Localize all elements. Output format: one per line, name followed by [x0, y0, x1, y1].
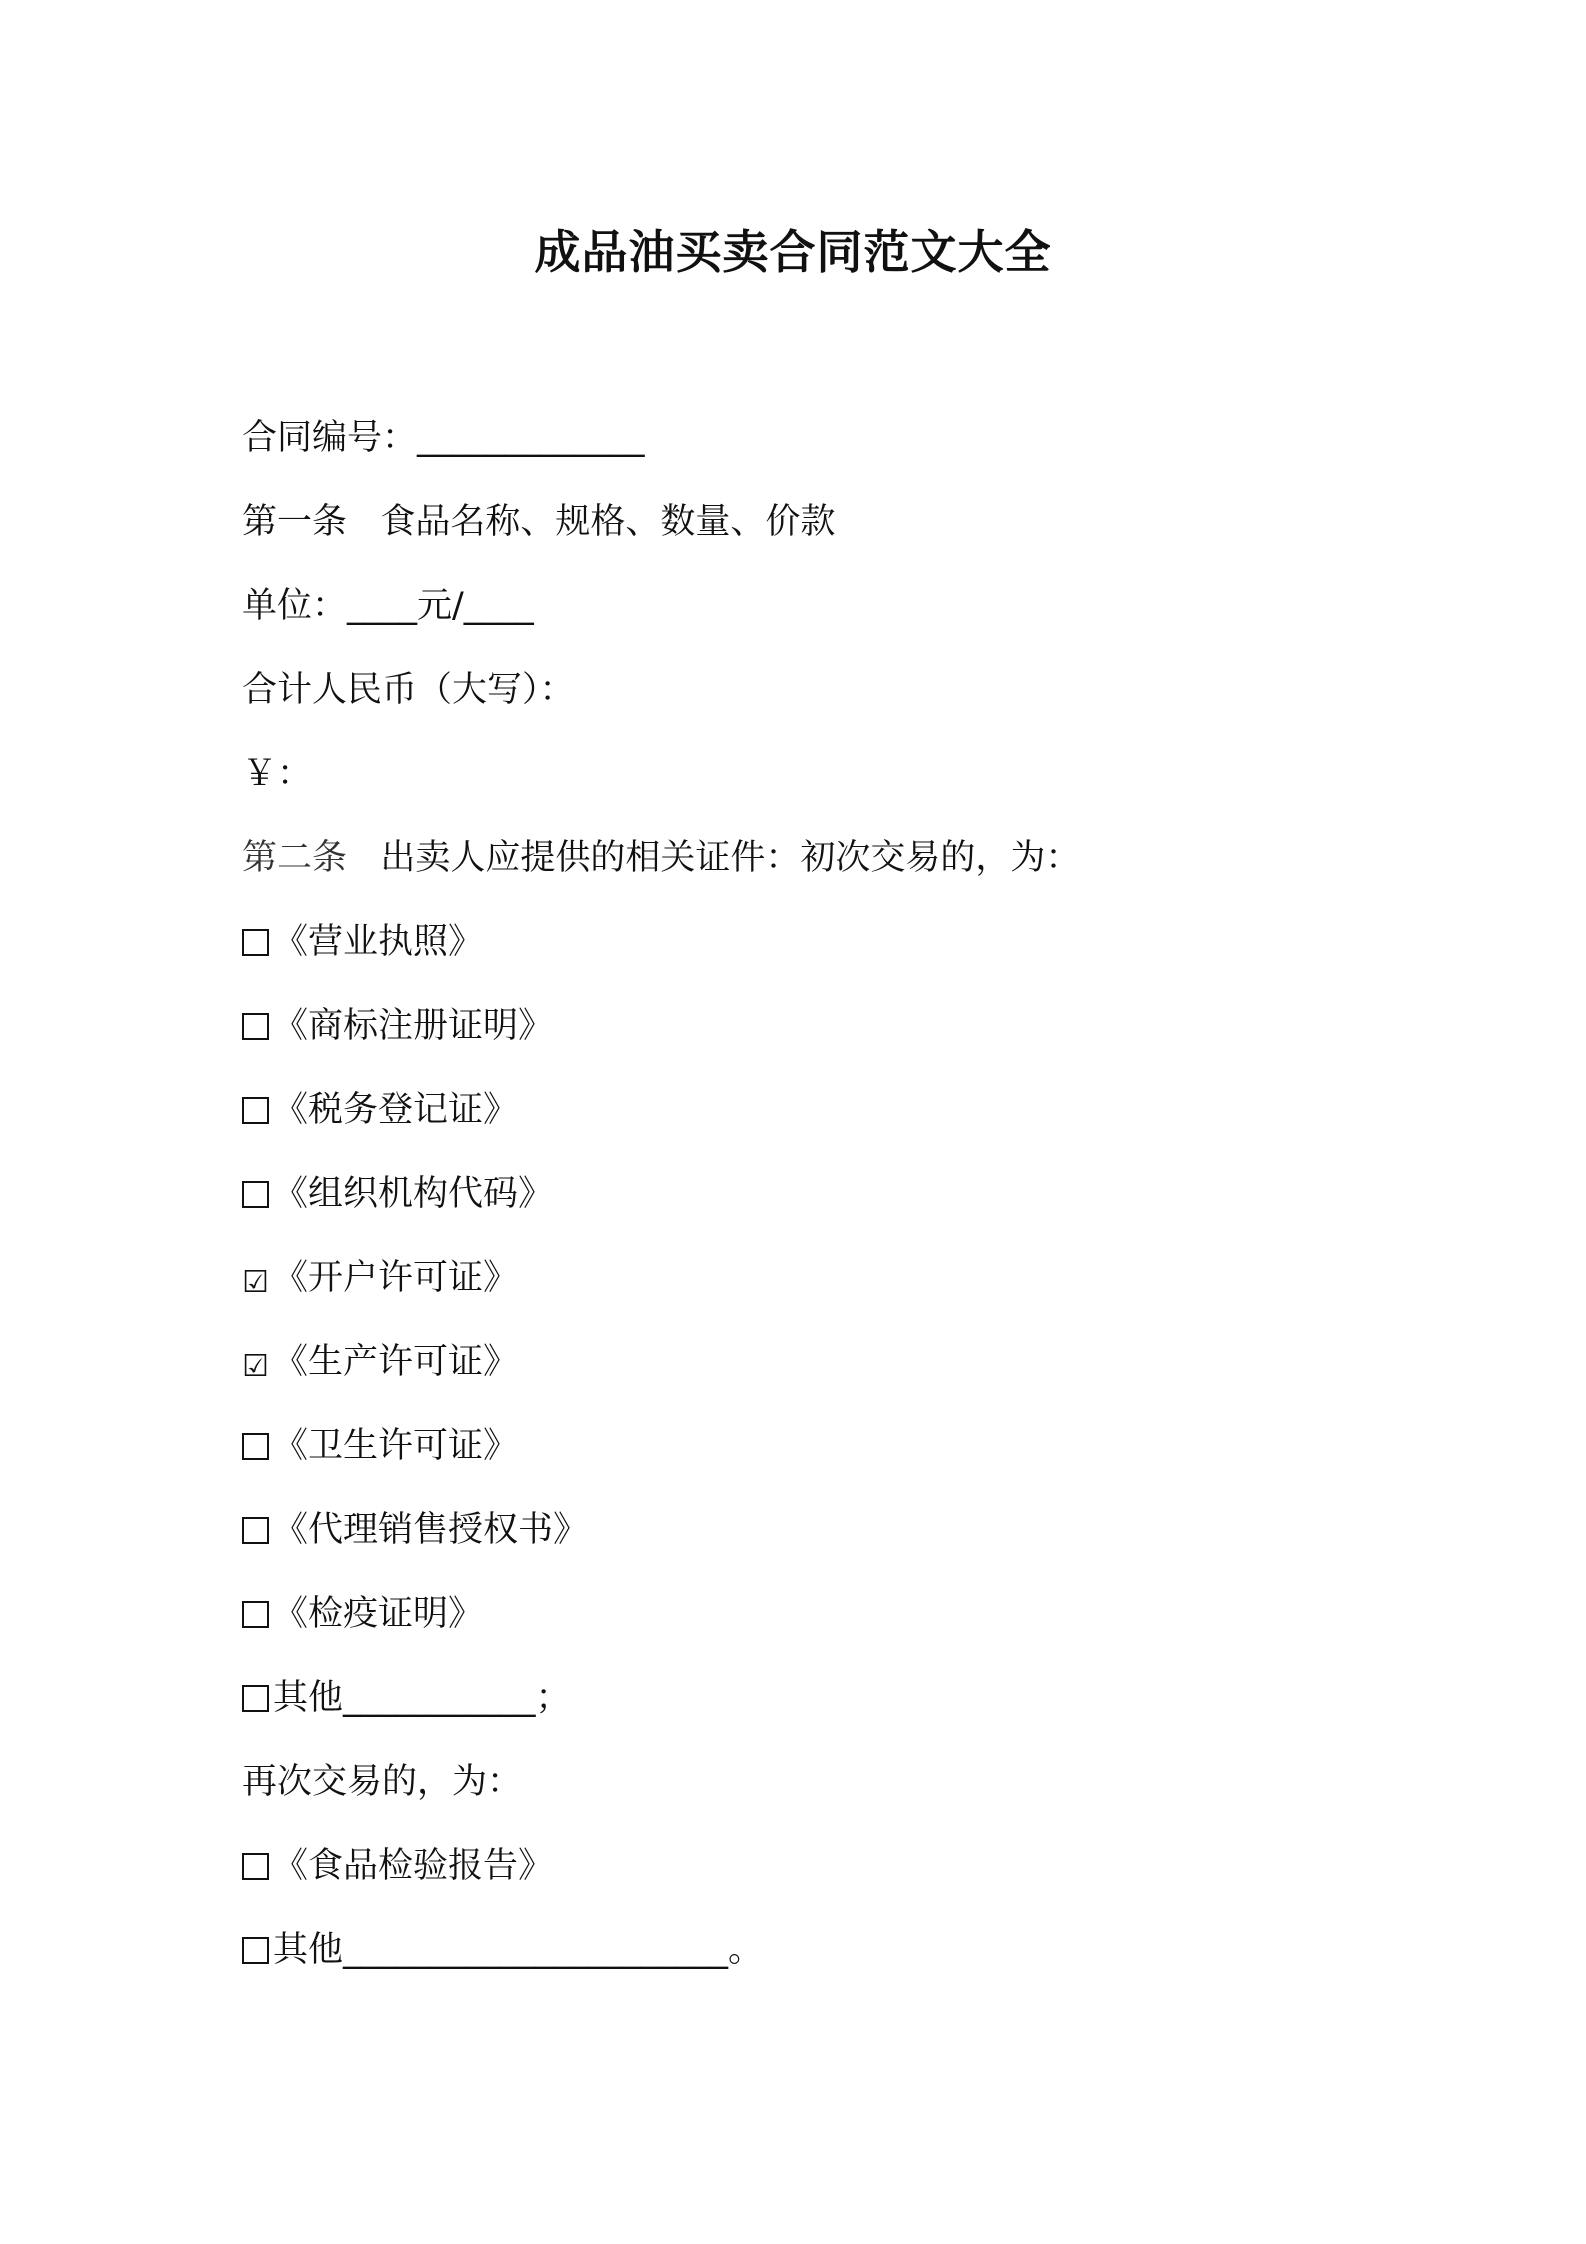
checkbox-unchecked[interactable]	[242, 1937, 269, 1964]
other-document-label: 其他___________；	[273, 1678, 571, 1718]
article-1-text: 食品名称、规格、数量、价款	[380, 502, 836, 542]
document-label: 《生产许可证》	[273, 1342, 519, 1382]
document-label: 《组织机构代码》	[273, 1174, 554, 1214]
document-checklist-item	[242, 1172, 553, 1216]
checkbox-unchecked[interactable]	[242, 1601, 269, 1628]
document-label: 《开户许可证》	[273, 1258, 519, 1298]
yen-line: ￥：	[242, 754, 313, 794]
checkbox-checked[interactable]: ☑	[242, 1265, 269, 1300]
document-label: 《商标注册证明》	[273, 1006, 554, 1046]
repeat-trade-label: 再次交易的，为：	[242, 1762, 523, 1802]
document-checklist-item	[242, 1508, 588, 1552]
document-title: 成品油买卖合同范文大全	[534, 225, 1052, 279]
repeat-document-label: 《食品检验报告》	[273, 1846, 554, 1886]
other-document-label: 其他______________________。	[273, 1930, 764, 1970]
document-checklist-item	[242, 1592, 483, 1636]
total-rmb-label: 合计人民币（大写）：	[242, 670, 575, 710]
unit-line: 单位：____元/____	[242, 586, 534, 626]
document-checklist-item	[242, 1004, 553, 1048]
article-1-heading	[242, 500, 835, 544]
document-checklist-item	[242, 1340, 518, 1384]
checkbox-checked[interactable]: ☑	[242, 1349, 269, 1384]
checkbox-unchecked[interactable]	[242, 1433, 269, 1460]
checkbox-unchecked[interactable]	[242, 1181, 269, 1208]
checkbox-unchecked[interactable]	[242, 1853, 269, 1880]
contract-number-line	[242, 416, 645, 460]
checkbox-unchecked[interactable]	[242, 1097, 269, 1124]
document-label: 《卫生许可证》	[273, 1426, 519, 1466]
document-checklist-item	[242, 920, 483, 964]
document-checklist-item	[242, 1424, 518, 1468]
checkbox-unchecked[interactable]	[242, 1013, 269, 1040]
document-label: 《检疫证明》	[273, 1594, 484, 1634]
article-2-heading	[242, 836, 1080, 880]
checkbox-unchecked[interactable]	[242, 1517, 269, 1544]
document-label: 《代理销售授权书》	[273, 1510, 589, 1550]
document-label: 《税务登记证》	[273, 1090, 519, 1130]
other-document-line-2	[242, 1928, 763, 1972]
checkbox-unchecked[interactable]	[242, 929, 269, 956]
document-label: 《营业执照》	[273, 922, 484, 962]
contract-number-field[interactable]: _____________	[417, 418, 645, 458]
article-2-number: 第二条	[242, 838, 348, 878]
checkbox-unchecked[interactable]	[242, 1685, 269, 1712]
other-document-line-1	[242, 1676, 571, 1720]
document-checklist-item	[242, 1088, 518, 1132]
contract-number-label: 合同编号：	[242, 418, 418, 458]
article-1-number: 第一条	[242, 502, 348, 542]
document-checklist-item	[242, 1256, 518, 1300]
article-2-text: 出卖人应提供的相关证件：初次交易的，为：	[380, 838, 1081, 878]
repeat-document-item	[242, 1844, 553, 1888]
